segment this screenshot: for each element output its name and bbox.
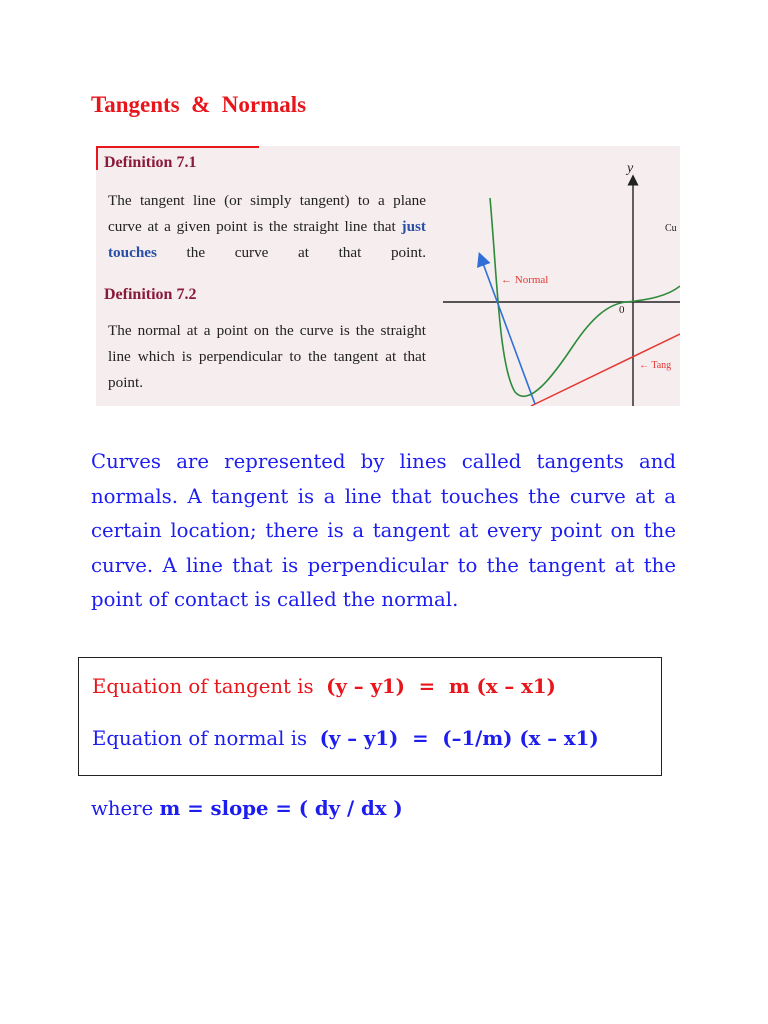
equations-box: [78, 657, 662, 776]
tangent-equation-formula: (y – y1) = m (x – x1): [326, 675, 556, 698]
definitions-panel: [96, 146, 680, 406]
definition-accent-rule: [96, 148, 98, 170]
intro-paragraph: Curves are represented by lines called tangents and normals. A tangent is a line that touches the curve at a certain location; there is a tangent at every point on the curve. A line that is perpendicular to the tangent at the point of contact is called the normal.: [91, 450, 676, 611]
slope-definition: [91, 797, 403, 820]
curve-label: Cu: [665, 223, 677, 234]
tangent-equation-label: Equation of tangent is: [92, 675, 327, 698]
normal-equation: [92, 727, 599, 750]
normal-equation-formula: (y – y1) = (–1/m) (x – x1): [319, 727, 599, 750]
page-heading: Tangents & Normals: [91, 92, 307, 117]
definition-title: Definition 7.1: [104, 154, 197, 171]
tangent-normal-graph: [443, 146, 680, 406]
tangent-equation: [92, 675, 556, 698]
definition-text-part: the curve at that point.: [156, 244, 426, 261]
definition-text: The normal at a point on the curve is the straight line which is perpendicular to the tangent at that point.: [108, 322, 426, 391]
normal-equation-label: Equation of normal is: [92, 727, 320, 750]
slope-definition-prefix: where: [91, 797, 160, 820]
normal-label: ← Normal: [501, 274, 549, 286]
tangent-label: ← Tang: [639, 360, 672, 371]
definition-emphasis: just touches: [108, 218, 426, 261]
definition-accent-rule: [96, 146, 259, 148]
slope-definition-formula: m = slope = ( dy / dx ): [159, 797, 403, 820]
y-axis-label: y: [627, 161, 634, 176]
definition-title: Definition 7.2: [104, 286, 197, 303]
origin-label: 0: [619, 304, 625, 316]
definition-text: [108, 188, 426, 266]
definition-text-part: The tangent line (or simply tangent) to a plane curve at a given point is the straight line that: [108, 192, 426, 235]
